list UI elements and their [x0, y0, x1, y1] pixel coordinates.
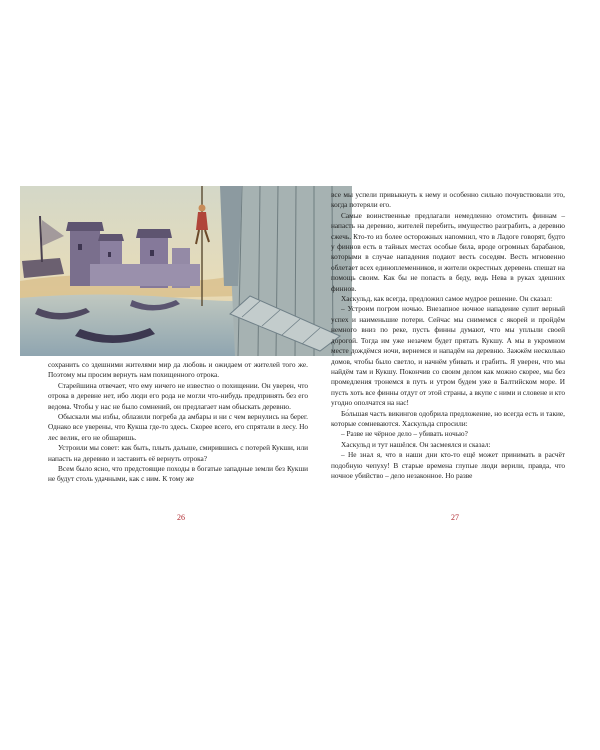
right-page-text [331, 190, 565, 481]
right-paragraph: Бо́льшая часть викингов одобрила предложение, но всегда есть и такие, которые сомневаются. Хаскульда спросили: [331, 408, 565, 428]
left-paragraph: Устроили мы совет: как быть, плыть дальше, смирившись с потерей Кукши, или напасть на деревню и заставить её вернуть отрока? [48, 443, 308, 463]
right-paragraph: – Устроим погром ночью. Внезапное ночное нападение сулит верный успех и наименьшие потери. Сейчас мы снимемся с якорей и пройдём немного вниз по реке, пусть финны думают, что мы уплыли своей дорогой. Тогда им уже незачем будет прятать Кукшу. А мы в укромном месте дождёмся ночи, вернемся и нападём на деревню. Зажжём несколько домов, чтобы было светло, и начнём убивать и грабить. Я уверен, что мы найдём там и Кукшу. Покончив со своим делом как можно скорее, мы без промедления тронемся в путь и утром будем уже в Балтийском море. И пусть хоть все финны отдут от этой страны, а вкупе с ними и словене и кто угодно ополчатся на нас! [331, 304, 565, 408]
illustration-drawing [20, 186, 352, 356]
viking-fortress-illustration [20, 186, 352, 356]
right-paragraph: Хаскульд и тут нашёлся. Он засмеялся и сказал: [341, 439, 491, 449]
left-paragraph: Всем было ясно, что предстоящие походы в богатые западные земли без Кукши не будут столь удачными, как с ним. К тому же [48, 464, 308, 484]
page-number-right: 27 [451, 513, 459, 522]
right-paragraph: Хаскульд, как всегда, предложил самое мудрое решение. Он сказал: [341, 294, 553, 304]
left-paragraph: Старейшина отвечает, что ему ничего не известно о похищении. Он уверен, что отрока в деревне нет, ибо люди его рода не могли что-нибудь предпринять без его ведома. Чтобы у нас не было сомнений, он предлагает нам обыскать деревню. [48, 380, 308, 411]
right-paragraph: Самые воинственные предлагали немедленно отомстить финнам – напасть на деревню, жителей перебить, имущество разграбить, а деревню сжечь. Кто-то из более осторожных напомнил, что в Ладоге говорят, будто у финнов есть в тайных местах особые била, вроде огромных барабанов, которыми в случае нападения подают весть соседям. Весть мгновенно облетает всех единоплеменников, и жители окрестных деревень спешат на помощь своим. Как бы не попасть в беду, ведь Нева в руках здешних финнов. [331, 210, 565, 293]
right-paragraph: все мы успели привыкнуть к нему и особенно сильно почувствовали это, когда потеряли его. [331, 190, 565, 210]
right-paragraph: – Разве не чёрное дело – убивать ночью? [341, 429, 468, 439]
left-paragraph: Обыскали мы избы, облазили погреба да амбары и ни с чем вернулись на берег. Однако все уверены, что Кукша где-то здесь. Скорее всего, его спрятали в лесу. Но лес велик, его не обшаришь. [48, 412, 308, 442]
right-paragraph: – Не знал я, что в наши дни кто-то ещё может принимать в расчёт подобную чепуху! В старые времена глупые люди верили, правда, что ночное убийство – дело незаконное. Но разве [331, 450, 565, 480]
page-number-left: 26 [177, 513, 185, 522]
left-paragraph: сохранить со здешними жителями мир да любовь и ожидаем от жителей того же. Поэтому мы просим вернуть нам похищенного отрока. [48, 360, 308, 380]
left-page-text [48, 360, 308, 485]
